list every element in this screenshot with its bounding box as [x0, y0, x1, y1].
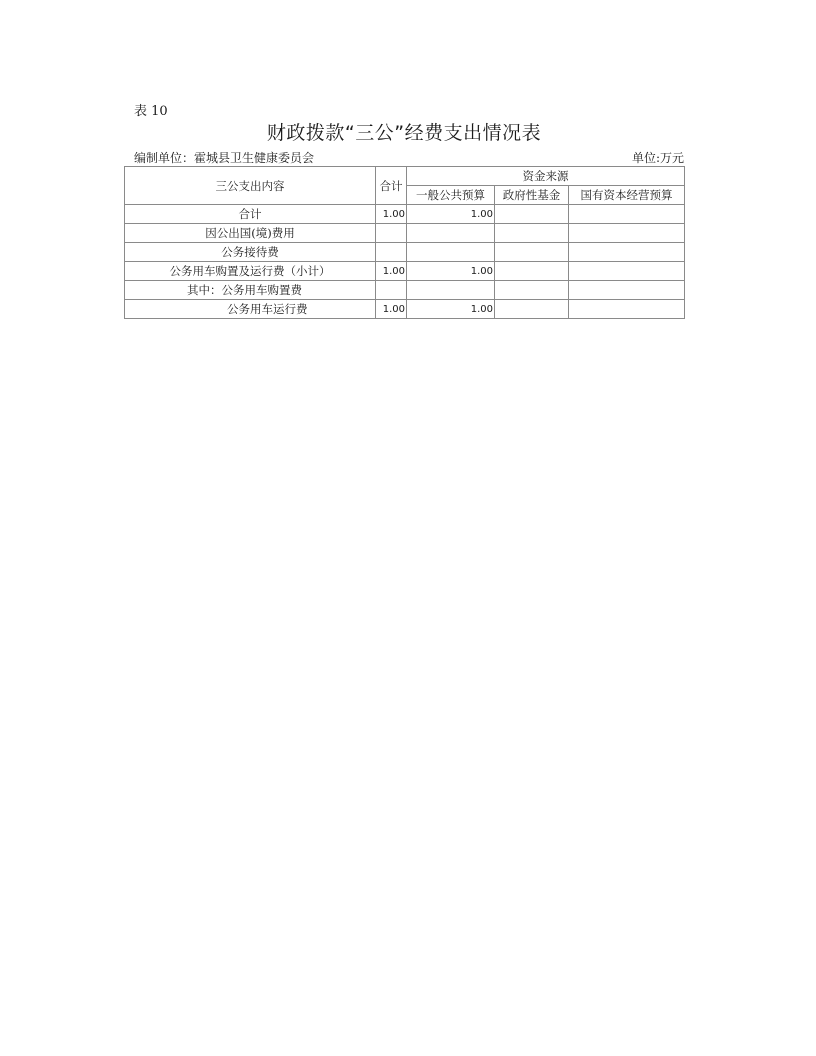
table-number: 表 10	[134, 104, 168, 119]
cell-capital	[569, 243, 685, 262]
expense-table	[124, 166, 685, 319]
unit-label: 单位:万元	[631, 151, 684, 165]
cell-total	[376, 243, 407, 262]
table-row	[125, 224, 685, 243]
cell-fund	[495, 243, 569, 262]
table-row	[125, 205, 685, 224]
cell-total	[376, 281, 407, 300]
cell-general: 1.00	[407, 262, 495, 281]
meta-row	[134, 149, 684, 166]
row-label: 因公出国(境)费用	[125, 224, 376, 243]
cell-fund	[495, 262, 569, 281]
cell-fund	[495, 300, 569, 319]
row-label: 合计	[125, 205, 376, 224]
cell-total: 1.00	[376, 300, 407, 319]
header-state-capital: 国有资本经营预算	[569, 186, 685, 205]
cell-capital	[569, 300, 685, 319]
header-total: 合计	[376, 167, 407, 205]
cell-general	[407, 281, 495, 300]
compiler-label: 编制单位：霍城县卫生健康委员会	[134, 151, 315, 165]
table-row	[125, 243, 685, 262]
cell-general: 1.00	[407, 300, 495, 319]
table-row	[125, 262, 685, 281]
row-label: 其中：公务用车购置费	[125, 281, 376, 300]
table-row	[125, 281, 685, 300]
cell-total	[376, 224, 407, 243]
row-label: 公务接待费	[125, 243, 376, 262]
table-row	[125, 300, 685, 319]
header-general-budget: 一般公共预算	[407, 186, 495, 205]
cell-fund	[495, 281, 569, 300]
cell-capital	[569, 262, 685, 281]
row-label: 公务用车购置及运行费（小计）	[125, 262, 376, 281]
cell-general	[407, 243, 495, 262]
cell-capital	[569, 205, 685, 224]
page-title: 财政拨款“三公”经费支出情况表	[266, 122, 542, 144]
cell-general	[407, 224, 495, 243]
cell-general: 1.00	[407, 205, 495, 224]
header-funding-source: 资金来源	[407, 167, 685, 186]
header-item: 三公支出内容	[125, 167, 376, 205]
header-gov-fund: 政府性基金	[495, 186, 569, 205]
cell-fund	[495, 205, 569, 224]
cell-total: 1.00	[376, 262, 407, 281]
cell-total: 1.00	[376, 205, 407, 224]
cell-capital	[569, 281, 685, 300]
cell-capital	[569, 224, 685, 243]
cell-fund	[495, 224, 569, 243]
row-label: 公务用车运行费	[125, 300, 376, 319]
